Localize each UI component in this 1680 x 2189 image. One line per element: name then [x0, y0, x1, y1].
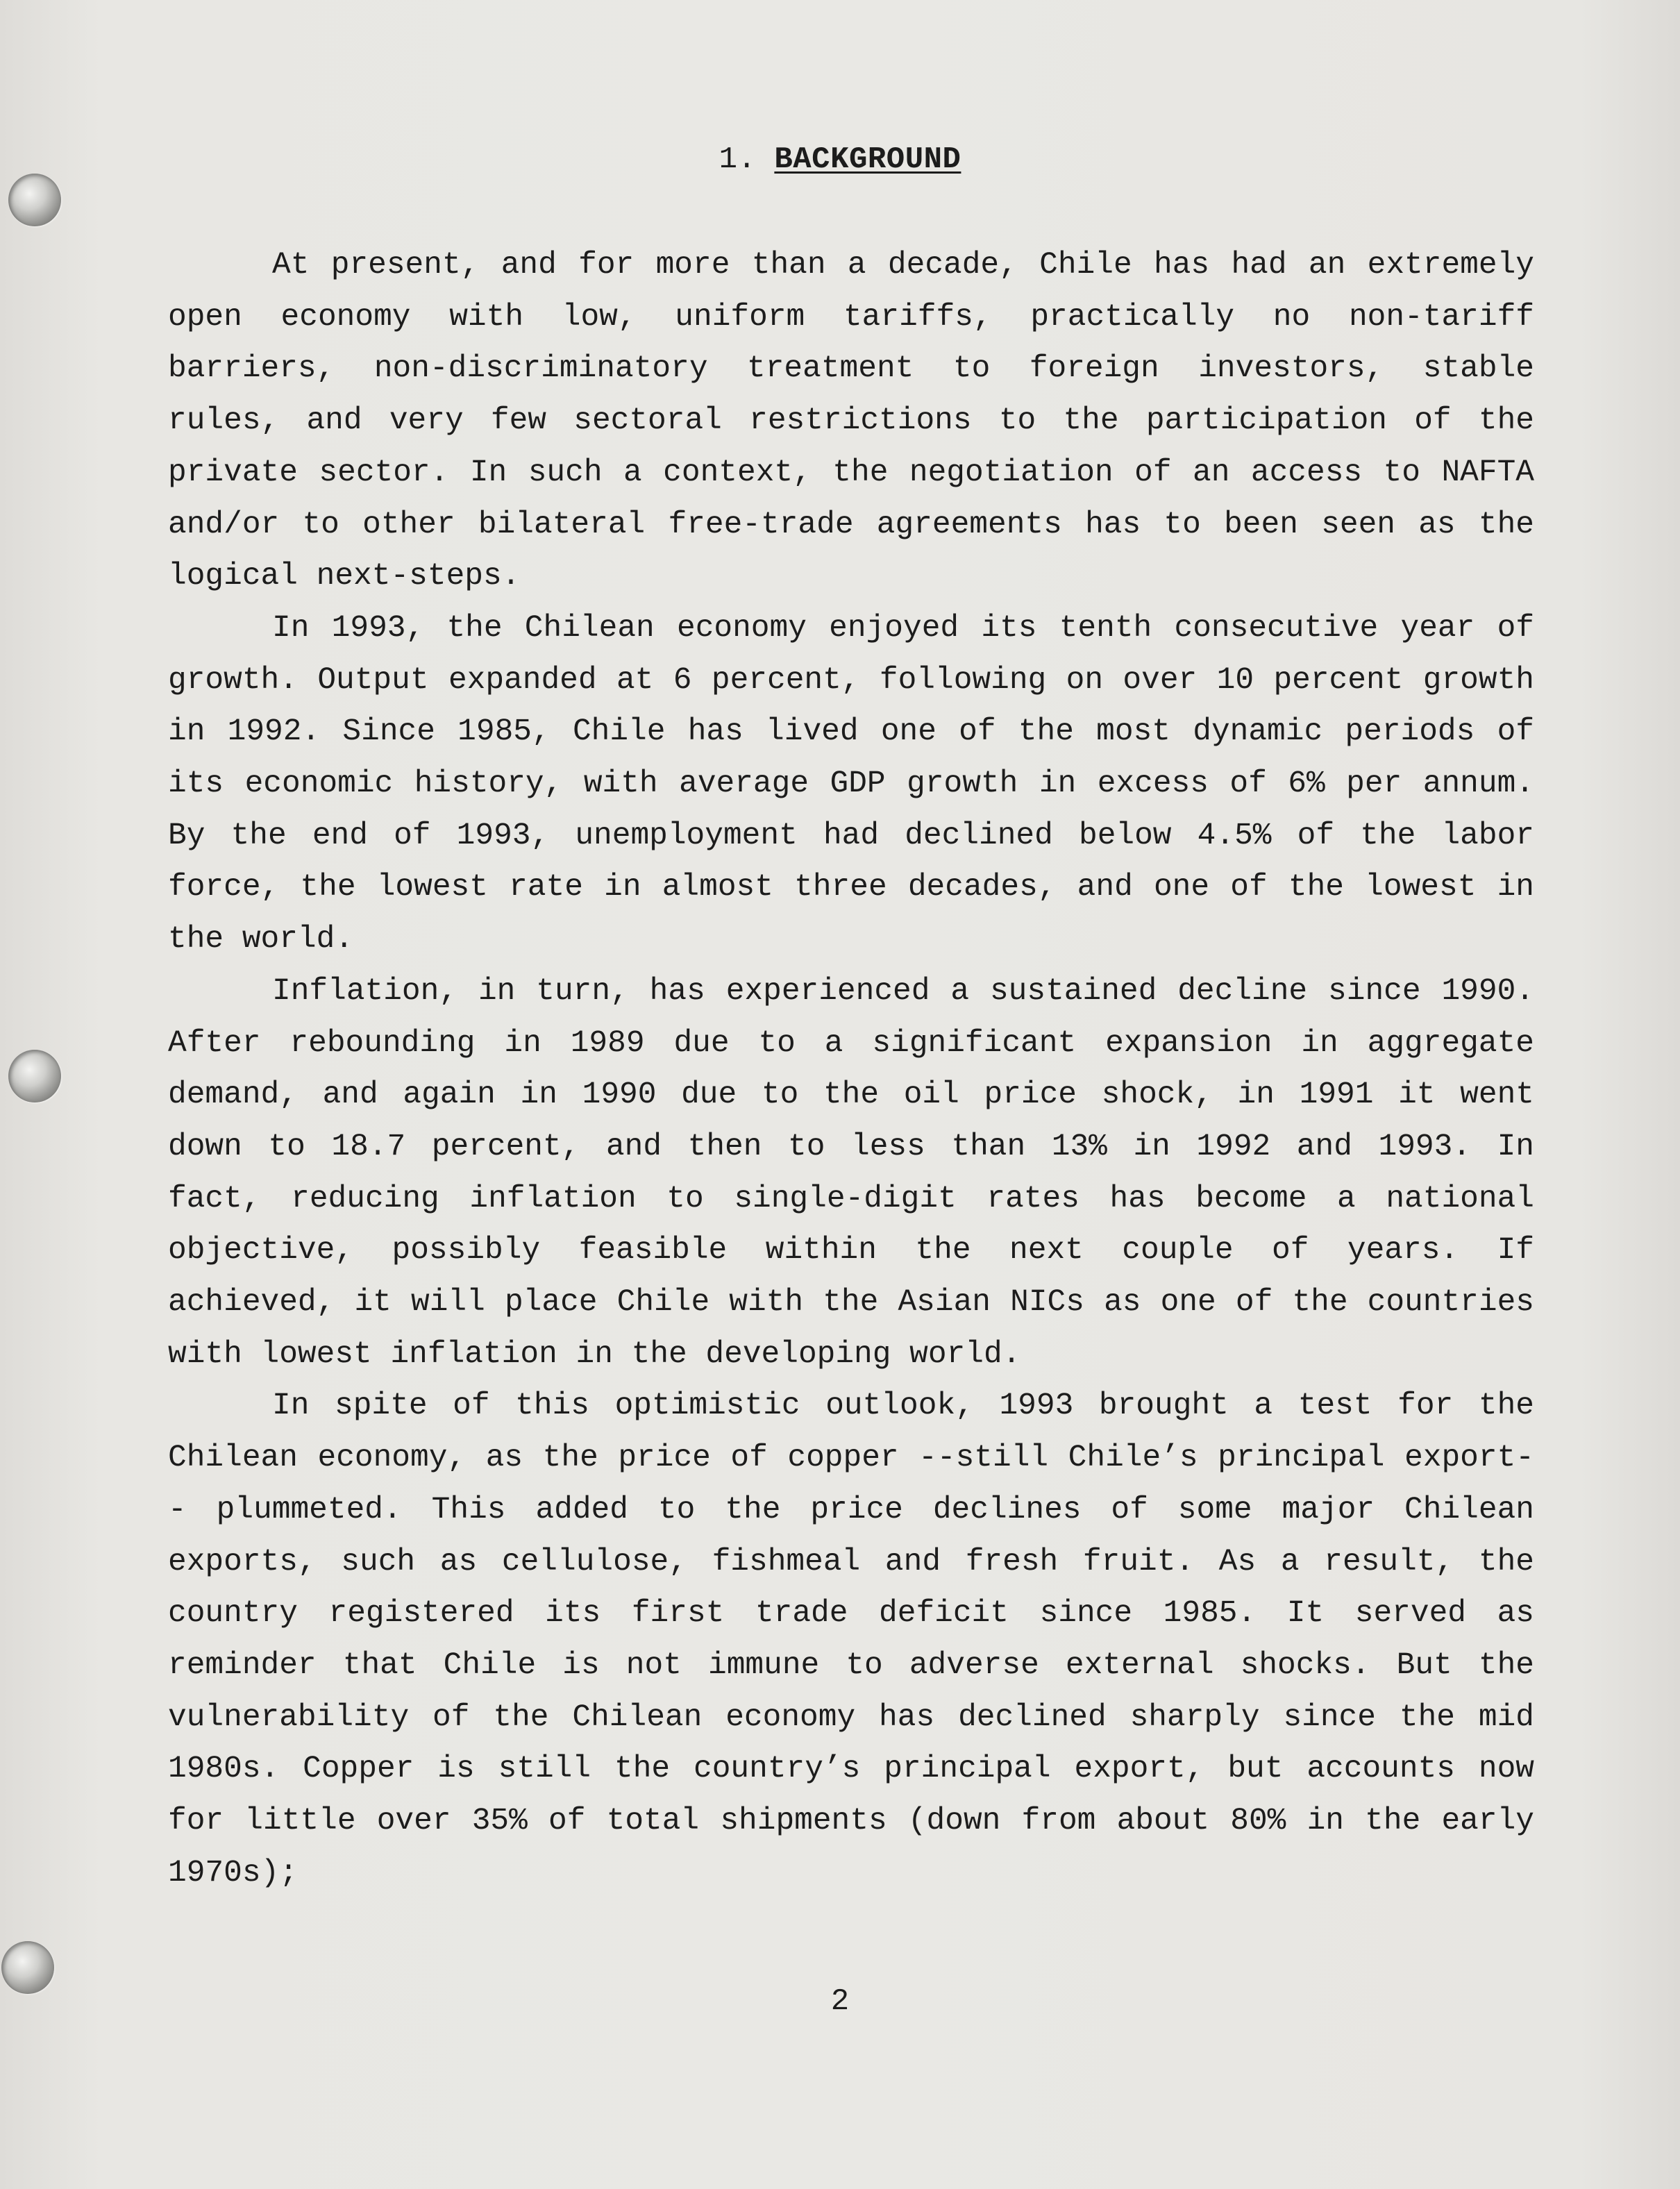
page-number: 2 [830, 1984, 850, 2019]
paragraph-open-economy: At present, and for more than a decade, Chile has had an extremely open economy with low, uniform tariffs, practically no non-tariff barriers, non-discriminatory treatment to foreign investors, stable rules, and very few sectoral restrictions to the participation of the private sector. In such a context, the negotiation of an access to NAFTA and/or to other bilateral free-trade agreements has to been seen as the logical next-steps. [168, 248, 1534, 594]
binder-hole-middle [8, 1050, 61, 1102]
paragraph-inflation: Inflation, in turn, has experienced a sustained decline since 1990. After rebounding in 1989 due to a significant expansion in aggregate demand, and again in 1990 due to the oil price shock, in 1991 it went down to 18.7 percent, and then to less than 13% in 1992 and 1993. In fact, reducing inflation to single-digit rates has become a national objective, possibly feasible within the next couple of years. If achieved, it will place Chile with the Asian NICs as one of the countries with lowest inflation in the developing world. [168, 973, 1534, 1372]
section-number: 1. [719, 142, 757, 177]
section-heading [0, 139, 1680, 181]
paragraph-growth-1993: In 1993, the Chilean economy enjoyed its tenth consecutive year of growth. Output expanded at 6 percent, following on over 10 percent growth in 1992. Since 1985, Chile has lived one of the most dynamic periods of its economic history, with average GDP growth in excess of 6% per annum. By the end of 1993, unemployment had declined below 4.5% of the labor force, the lowest rate in almost three decades, and one of the lowest in the world. [168, 610, 1534, 957]
paragraph-copper-shock: In spite of this optimistic outlook, 1993 brought a test for the Chilean economy, as the price of copper --still Chile’s principal export-- plummeted. This added to the price declines of some major Chilean exports, such as cellulose, fishmeal and fresh fruit. As a result, the country registered its first trade deficit since 1985. It served as reminder that Chile is not immune to adverse external shocks. But the vulnerability of the Chilean economy has declined sharply since the mid 1980s. Copper is still the country’s principal export, but accounts now for little over 35% of total shipments (down from about 80% in the early 1970s); [168, 1389, 1534, 1890]
binder-hole-top [8, 174, 61, 226]
section-title: BACKGROUND [774, 142, 961, 177]
body-text [168, 240, 1534, 1899]
